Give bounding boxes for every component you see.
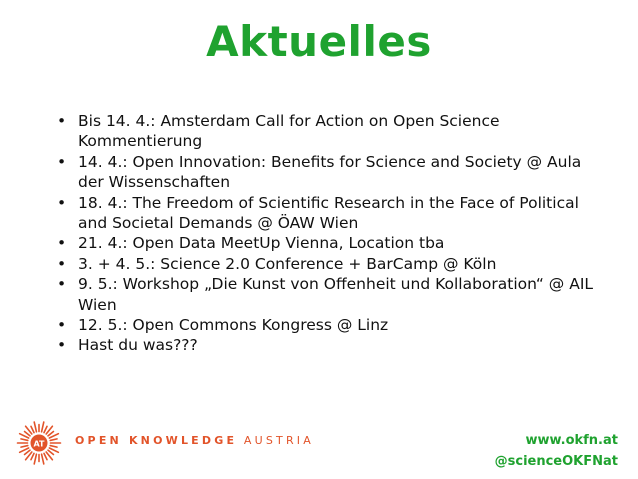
bullet-icon: •	[57, 336, 67, 355]
list-item	[55, 111, 595, 152]
bullet-icon: •	[57, 112, 67, 130]
logo-ray	[42, 422, 44, 432]
list-item-text: 9. 5.: Workshop „Die Kunst von Offenheit und Kollaboration“ @ AIL Wien	[78, 275, 594, 314]
org-name-light: AUSTRIA	[243, 434, 314, 447]
list-item-text: 3. + 4. 5.: Science 2.0 Conference + BarCamp @ Köln	[78, 254, 497, 273]
org-name-bold: OPEN KNOWLEDGE	[75, 434, 238, 447]
list-item-text: 12. 5.: Open Commons Kongress @ Linz	[78, 316, 389, 335]
list-item	[55, 254, 595, 274]
logo-ray	[50, 439, 57, 441]
list-item	[55, 152, 595, 193]
logo-ray	[50, 446, 57, 448]
list-item	[55, 193, 595, 234]
contact-info	[495, 430, 618, 472]
logo-ray	[31, 453, 34, 459]
list-item	[55, 335, 595, 355]
list-item	[55, 315, 595, 335]
logo-ray	[44, 453, 47, 459]
list-item-text: 14. 4.: Open Innovation: Benefits for Science and Society @ Aula der Wissenschaften	[78, 152, 582, 192]
slide-footer	[0, 406, 638, 479]
logo-ray	[21, 439, 28, 441]
logo-ray	[21, 446, 28, 448]
organization-name	[75, 434, 314, 448]
logo-ray	[25, 431, 30, 435]
list-item-text: Bis 14. 4.: Amsterdam Call for Action on Open Science Kommentierung	[78, 112, 500, 151]
list-item-text: Hast du was???	[78, 336, 198, 355]
logo-badge-text: AT	[33, 439, 45, 449]
list-item	[55, 233, 595, 253]
list-item	[55, 274, 595, 315]
bullet-icon: •	[57, 275, 67, 294]
logo-ray	[34, 422, 36, 432]
list-item-text: 21. 4.: Open Data MeetUp Vienna, Location tba	[78, 234, 445, 253]
bullet-list	[55, 111, 595, 356]
bullet-icon: •	[57, 193, 67, 212]
logo-ray	[48, 450, 53, 454]
bullet-icon: •	[57, 254, 67, 273]
logo-ray	[42, 454, 44, 464]
bullet-icon: •	[57, 152, 67, 171]
logo-ray	[25, 450, 30, 454]
bullet-icon: •	[57, 234, 67, 253]
logo-ray	[44, 426, 47, 432]
slide-title: Aktuelles	[206, 17, 432, 66]
twitter-handle[interactable]: @scienceOKFNat	[494, 454, 618, 469]
logo-ray	[31, 426, 34, 432]
website-link[interactable]: www.okfn.at	[525, 433, 618, 448]
logo-ray	[48, 431, 53, 435]
logo-ray	[34, 454, 36, 464]
bullet-icon: •	[57, 316, 67, 335]
okfn-austria-logo-icon	[16, 420, 62, 466]
list-item-text: 18. 4.: The Freedom of Scientific Research in the Face of Political and Societal Demands @ ÖAW Wien	[78, 193, 579, 233]
